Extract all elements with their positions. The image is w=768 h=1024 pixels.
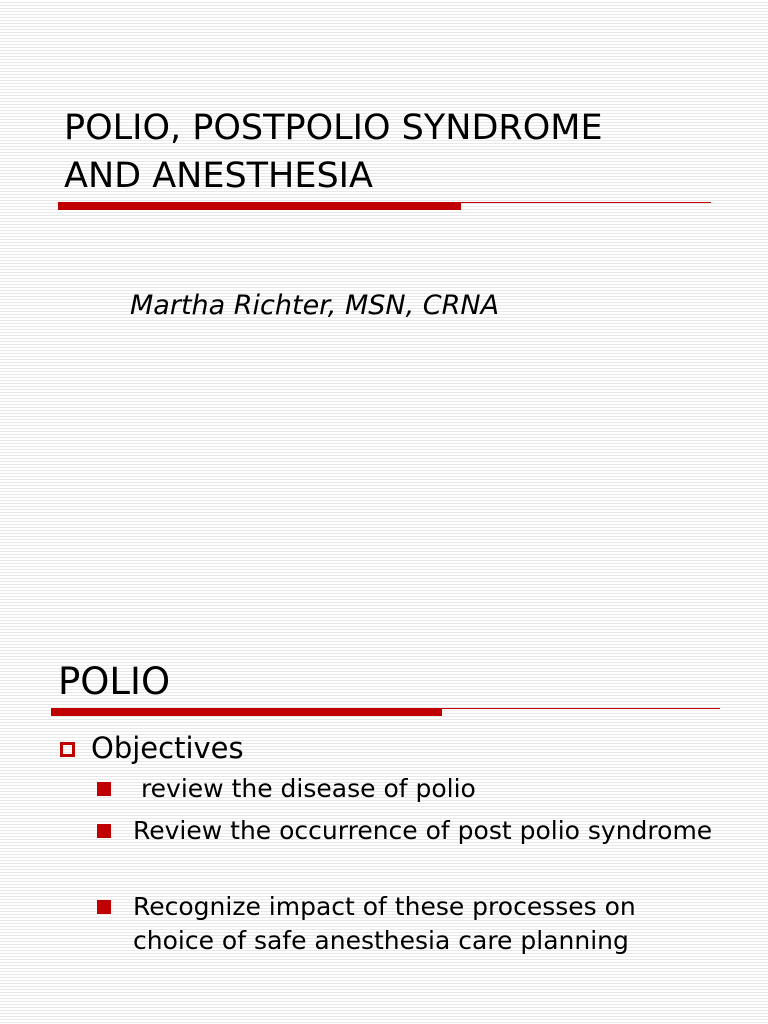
slide-title-line-1: POLIO, POSTPOLIO SYNDROME bbox=[64, 108, 603, 148]
title-underline-thin bbox=[461, 202, 711, 203]
objectives-heading bbox=[60, 730, 244, 766]
filled-square-bullet-icon bbox=[97, 782, 111, 796]
slide-title-line-2: AND ANESTHESIA bbox=[64, 156, 373, 196]
list-item-text: Review the occurrence of post polio syndrome bbox=[133, 816, 713, 845]
slide-title bbox=[64, 104, 724, 200]
list-item bbox=[97, 890, 717, 958]
list-item-text: Recognize impact of these processes on choice of safe anesthesia care planning bbox=[133, 892, 636, 955]
list-item bbox=[97, 814, 717, 886]
hollow-square-bullet-icon bbox=[60, 742, 75, 757]
list-item-text: review the disease of polio bbox=[133, 774, 476, 803]
objectives-list bbox=[97, 772, 717, 962]
polio-objectives-slide bbox=[0, 512, 768, 1024]
title-underline-thick bbox=[51, 708, 442, 716]
objectives-label: Objectives bbox=[91, 731, 244, 765]
title-underline-thin bbox=[442, 708, 720, 709]
filled-square-bullet-icon bbox=[97, 900, 111, 914]
list-item bbox=[97, 772, 717, 810]
title-underline-thick bbox=[58, 202, 461, 210]
author-subtitle: Martha Richter, MSN, CRNA bbox=[130, 290, 500, 321]
filled-square-bullet-icon bbox=[97, 824, 111, 838]
slide-title: POLIO bbox=[58, 660, 171, 703]
